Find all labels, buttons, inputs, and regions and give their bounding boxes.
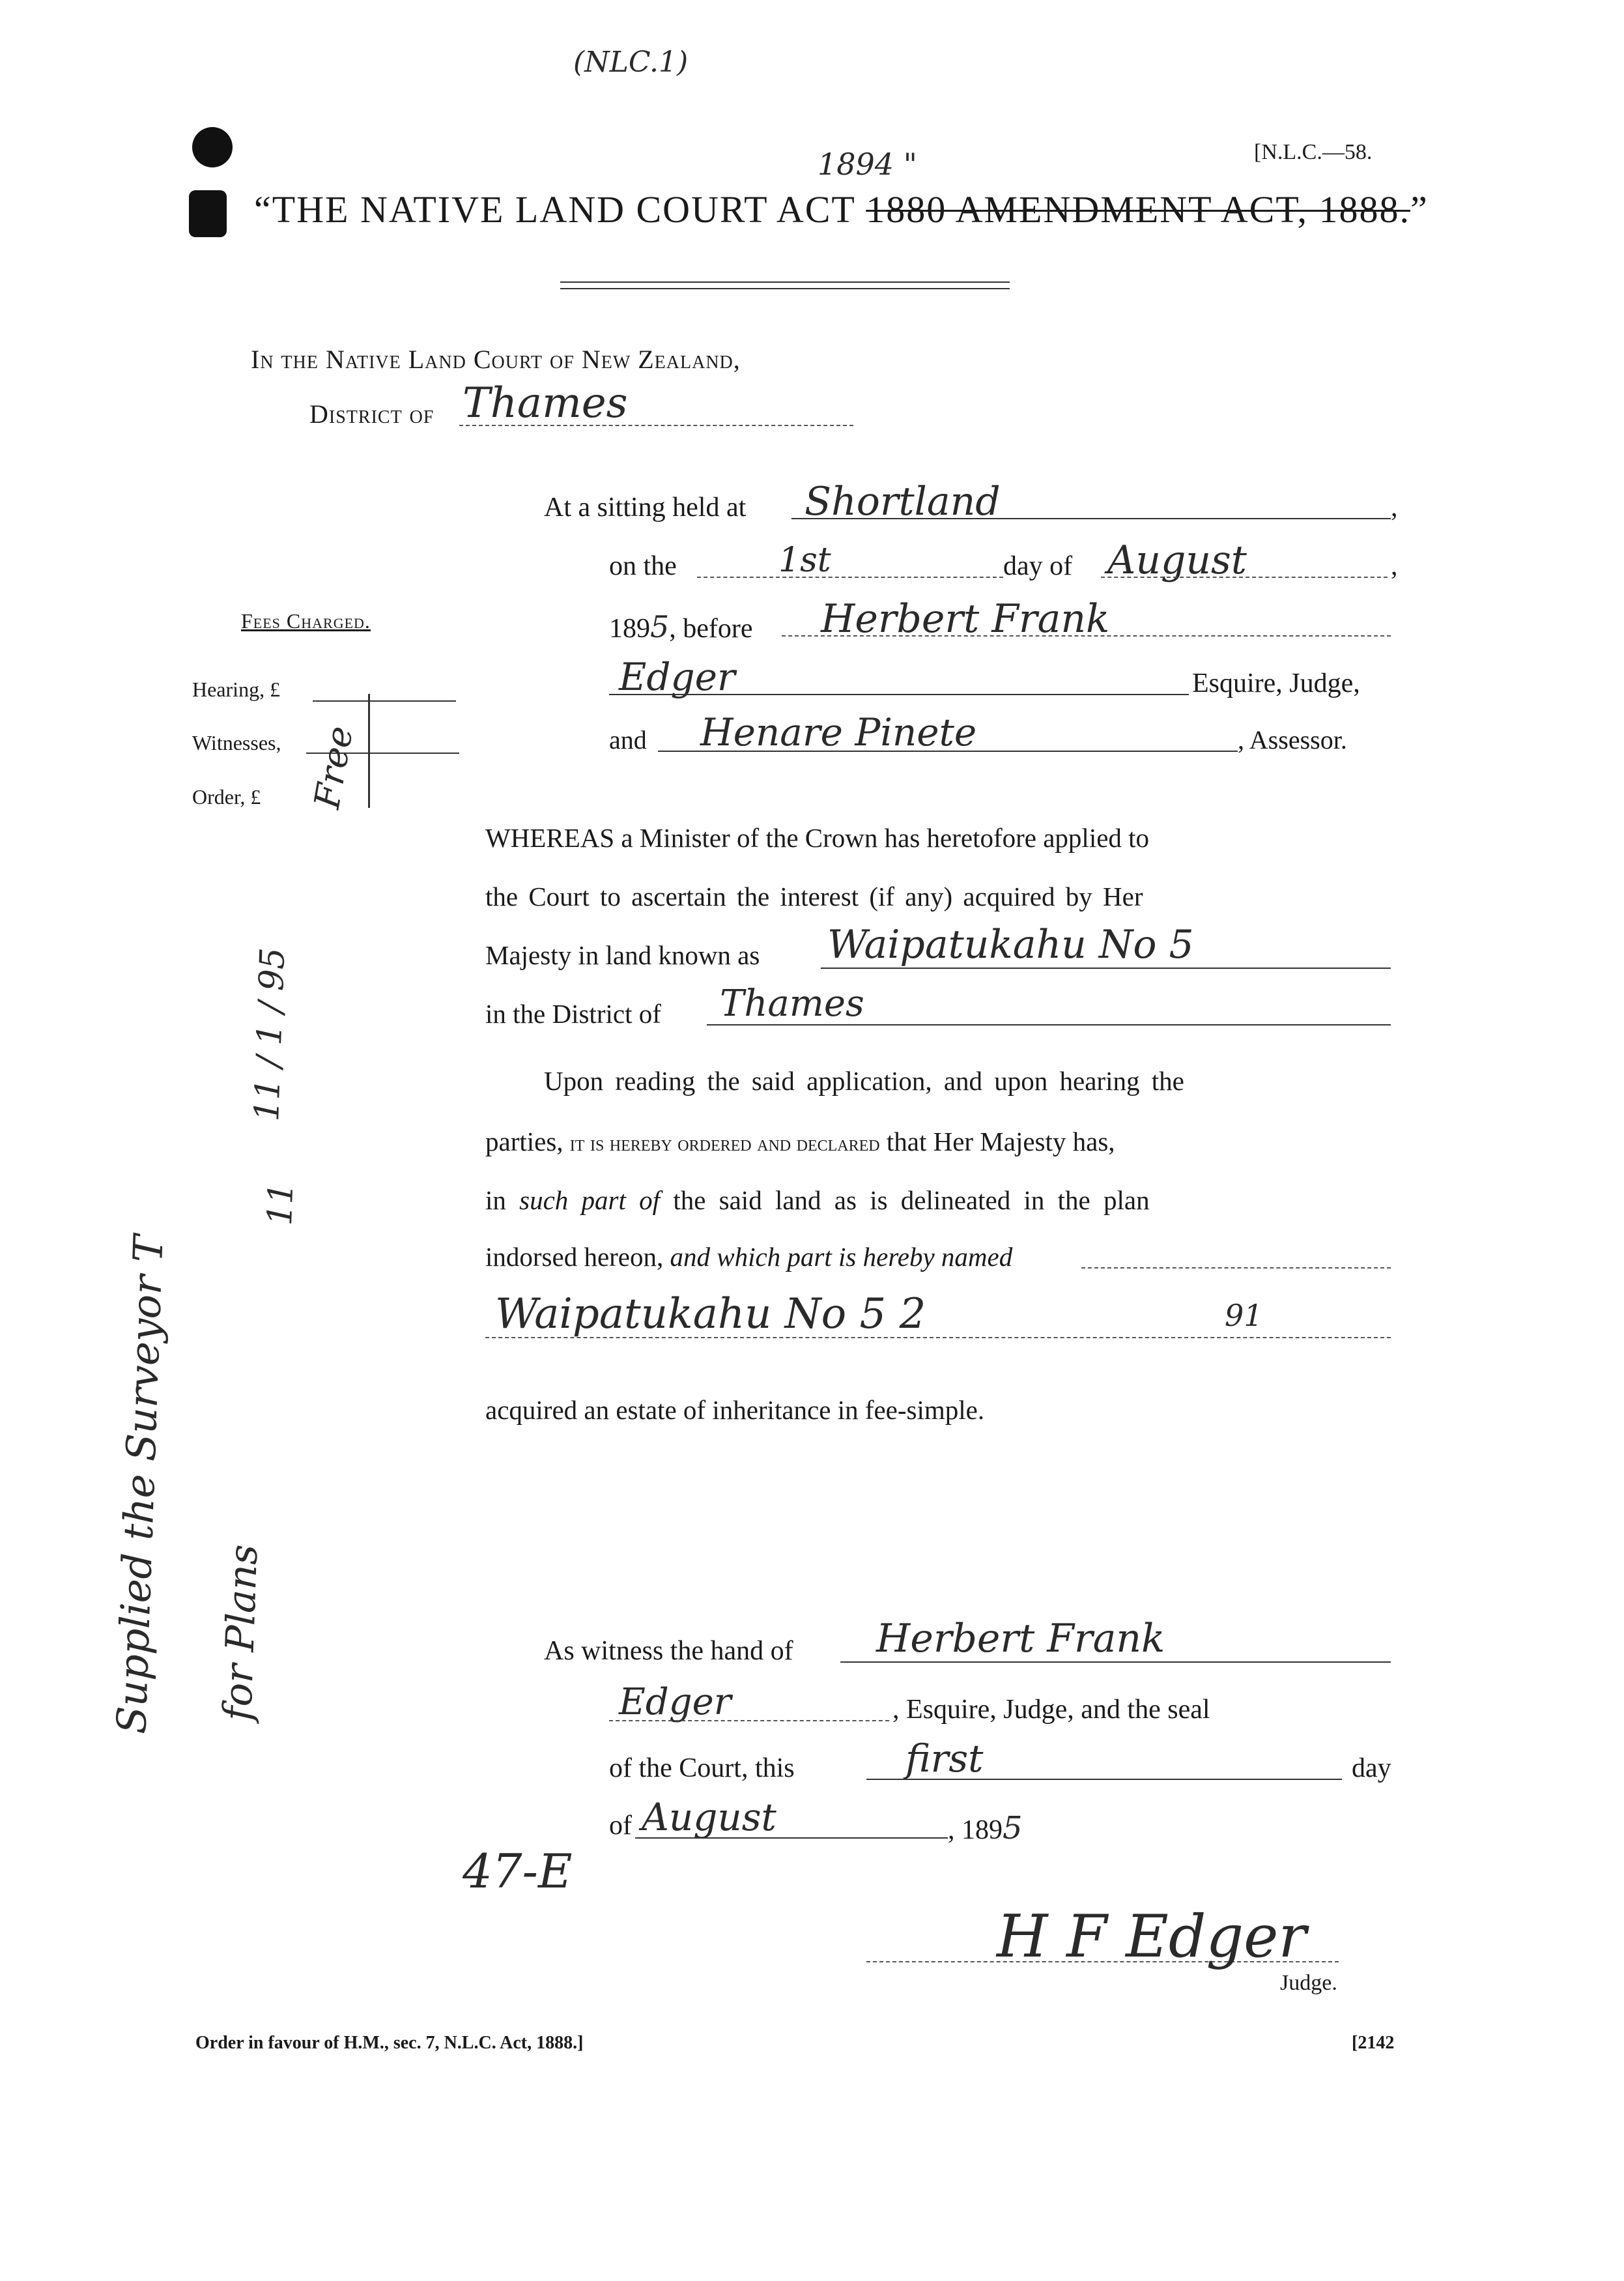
witness-year-hand: 5	[1003, 1810, 1023, 1846]
footer-right: [2142	[1352, 2033, 1395, 2053]
para1-line1: WHEREAS a Minister of the Crown has heretofore applied to	[485, 823, 1150, 853]
para2-line2	[485, 1126, 1115, 1157]
order-fee-label: Order, £	[192, 785, 261, 809]
majesty-label: Majesty in land known as	[485, 940, 760, 970]
held-at-label: At a sitting held at	[544, 493, 747, 523]
witness-last-line	[609, 1720, 889, 1721]
district-value: Thames	[463, 379, 628, 427]
witness-last-name: Edger	[619, 1681, 732, 1723]
para2-ordered: it is hereby ordered and declared	[569, 1132, 880, 1156]
punch-hole-mark	[192, 127, 233, 167]
act-title	[254, 188, 1429, 231]
margin-note-plans: for Plans	[215, 1543, 267, 1722]
year-hand: 5	[650, 609, 670, 644]
witness-label: As witness the hand of	[544, 1636, 793, 1666]
para2-named: and which part is hereby named	[670, 1242, 1013, 1272]
top-scribble: (NLC.1)	[573, 46, 689, 79]
footer-left: Order in favour of H.M., sec. 7, N.L.C. Act, 1888.]	[195, 2033, 584, 2053]
judge-signature-label: Judge.	[1280, 1971, 1337, 1995]
held-at-line	[791, 518, 1391, 519]
para1-line2: the Court to ascertain the interest (if any) acquired by Her	[485, 882, 1143, 911]
day-label: day	[1352, 1753, 1391, 1783]
esquire-judge-label: Esquire, Judge,	[1192, 668, 1360, 698]
month-value: August	[1107, 538, 1247, 583]
district-label: District of	[309, 399, 434, 429]
para2-line3	[485, 1184, 1150, 1216]
judge-signature: H F Edger	[997, 1902, 1307, 1971]
para2-line1: Upon reading the said application, and upon hearing the	[544, 1066, 1184, 1096]
and-label: and	[609, 725, 647, 754]
named-part-extra: 91	[1225, 1298, 1263, 1333]
judge-line	[782, 635, 1391, 637]
margin-note-mark: 11	[261, 1181, 302, 1227]
comma: ,	[1391, 493, 1398, 523]
comma: ,	[1391, 551, 1398, 581]
named-label-line	[1081, 1267, 1391, 1269]
month-line	[1101, 577, 1388, 578]
judge-last-name: Edger	[619, 655, 735, 699]
day-of-label: day of	[1003, 551, 1073, 581]
act-title-main: “THE NATIVE LAND COURT ACT	[254, 188, 855, 231]
esquire-seal-label: , Esquire, Judge, and the seal	[892, 1695, 1210, 1725]
para2-parties: parties,	[485, 1126, 563, 1156]
form-code: [N.L.C.—58.	[1254, 140, 1373, 164]
act-title-struck: 1880 AMENDMENT ACT, 1888.	[866, 188, 1410, 231]
of-label: of	[609, 1811, 632, 1841]
day-line	[697, 577, 1003, 578]
para2-such-part: such part of	[519, 1185, 661, 1215]
witness-year-printed: , 189	[948, 1815, 1003, 1845]
assessor-name: Henare Pinete	[700, 710, 977, 754]
land-name: Waipatukahu No 5	[827, 922, 1194, 968]
para2-indorsed: indorsed hereon,	[485, 1242, 664, 1272]
para2-delineated: the said land as is delineated in the plan	[673, 1185, 1150, 1215]
witness-month: August	[642, 1795, 776, 1839]
margin-note-surveyor: Supplied the Surveyor T	[107, 1234, 173, 1735]
court-heading: In the Native Land Court of New Zealand,	[251, 345, 741, 374]
header-divider	[560, 281, 1010, 283]
held-at-value: Shortland	[805, 479, 1001, 524]
assessor-label: , Assessor.	[1238, 725, 1347, 754]
para2-majesty: that Her Majesty has,	[886, 1126, 1115, 1156]
fees-vertical-stroke	[368, 694, 370, 808]
of-court-label: of the Court, this	[609, 1753, 795, 1783]
margin-note-date: 11 / 1 / 95	[248, 947, 293, 1123]
body-district-value: Thames	[720, 983, 864, 1025]
district-of-label: in the District of	[485, 999, 661, 1029]
reference-number: 47-E	[463, 1844, 573, 1899]
acquired-line: acquired an estate of inheritance in fee-simple.	[485, 1395, 985, 1425]
para2-line4	[485, 1241, 1012, 1272]
act-title-close: ”	[1410, 188, 1429, 231]
year-printed: 189	[609, 614, 650, 644]
judge-last-line	[609, 694, 1189, 695]
day-value: 1st	[778, 541, 831, 580]
witnesses-fee-label: Witnesses,	[192, 731, 281, 754]
para2-in: in	[485, 1185, 506, 1215]
hearing-fee-line	[313, 700, 456, 702]
handwritten-year: 1894 "	[818, 147, 917, 182]
land-name-line	[821, 968, 1391, 969]
punch-hole-mark	[189, 190, 227, 237]
fees-heading: Fees Charged.	[241, 609, 371, 633]
witness-first-name: Herbert Frank	[876, 1616, 1165, 1661]
hearing-fee-label: Hearing, £	[192, 678, 281, 701]
before-label: , before	[669, 614, 753, 644]
witness-line	[840, 1661, 1391, 1663]
year-before	[609, 609, 753, 644]
day-word: first	[905, 1736, 984, 1781]
assessor-line	[658, 751, 1238, 752]
witness-year	[948, 1810, 1023, 1846]
witness-month-line	[635, 1837, 948, 1839]
day-word-line	[866, 1779, 1342, 1780]
named-part-line	[485, 1337, 1391, 1338]
header-divider	[560, 288, 1010, 289]
judge-first-name: Herbert Frank	[821, 596, 1110, 642]
fees-annotation: Free	[306, 723, 362, 812]
on-the-label: on the	[609, 551, 677, 581]
district-line	[459, 425, 853, 426]
named-part: Waipatukahu No 5 2	[495, 1290, 926, 1338]
body-district-line	[707, 1024, 1391, 1026]
